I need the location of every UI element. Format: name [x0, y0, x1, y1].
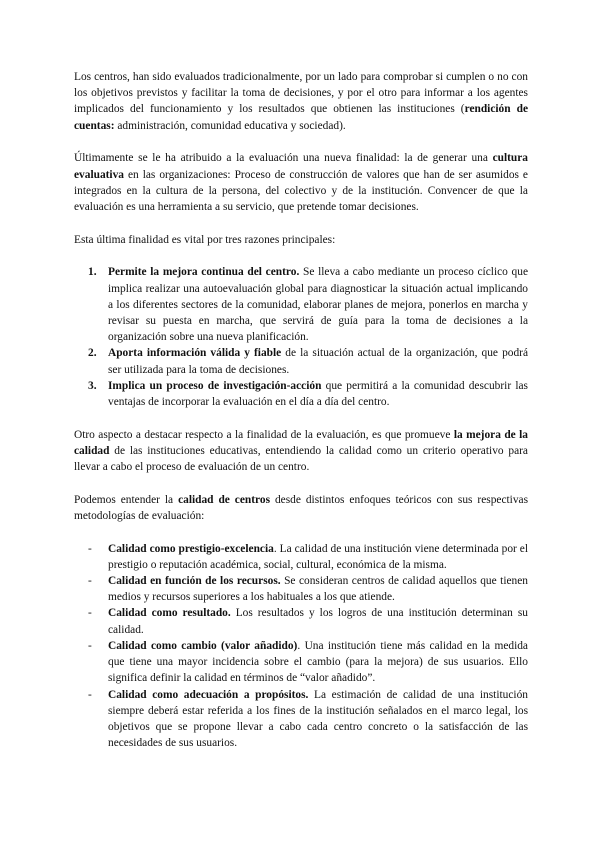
approach-item: - Calidad como cambio (valor añadido). Una institución tiene más calidad en la medida que tiene una mayor incidencia sobre el cambio (para la mejora) de sus usuarios. Ello significa definir la calidad en términos de “valor añadido”.: [88, 639, 528, 685]
reason-item: 2. Aporta información válida y fiable de la situación actual de la organización, que podrá ser utilizada para la toma de decisiones.: [88, 347, 529, 376]
paragraph-calidad-centros: Podemos entender la calidad de centros desde distintos enfoques teóricos con sus respectivas metodologías de evaluación:: [74, 493, 529, 522]
document-body: [74, 69, 528, 751]
paragraph-tres-razones: Esta última finalidad es vital por tres razones principales:: [74, 233, 336, 246]
reason-item: 3. Implica un proceso de investigación-acción que permitirá a la comunidad descubrir las ventajas de incorporar la evaluación en el día a día del centro.: [88, 379, 528, 408]
reason-item: 1. Permite la mejora continua del centro. Se lleva a cabo mediante un proceso cíclico que implica realizar una autoevaluación global para diagnosticar la situación actual implicando a los diferentes sectores de la comunidad, elaborar planes de mejora, ponerlos en marcha y revisar su puesta en marcha, que servirá de guía para la toma de decisiones a la organización sobre una nueva planificación.: [88, 266, 528, 344]
approach-item: - Calidad como prestigio-excelencia. La calidad de una institución viene determinada por el prestigio o reputación académica, social, cultural, económica de la misma.: [88, 542, 529, 571]
paragraph-cultura-evaluativa: Últimamente se le ha atribuido a la evaluación una nueva finalidad: la de generar una cultura evaluativa en las organizaciones: Proceso de construcción de valores que han de ser asumidos e integrados en la cultura de la persona, del colectivo y de la institución. Convencer de que la evaluación es una herramienta a su servicio, que pretende tomar decisiones.: [74, 152, 528, 213]
approach-item: - Calidad como resultado. Los resultados y los logros de una institución determinan su calidad.: [88, 607, 528, 636]
approach-item: - Calidad en función de los recursos. Se consideran centros de calidad aquellos que tienen medios y recursos superiores a los habituales a los que atiende.: [88, 575, 529, 604]
approaches-list: [74, 541, 528, 752]
paragraph-mejora-calidad: Otro aspecto a destacar respecto a la finalidad de la evaluación, es que promueve la mejora de la calidad de las instituciones educativas, entendiendo la calidad como un criterio operativo para llevar a cabo el proceso de evaluación de un centro.: [74, 428, 529, 474]
reasons-list: [74, 264, 528, 410]
approach-item: - Calidad como adecuación a propósitos. La estimación de calidad de una institución siempre deberá estar referida a los fines de la institución señalados en el marco legal, los objetivos que se propone llevar a cabo cada centro concreto o la satisfacción de las necesidades de sus usuarios.: [88, 688, 528, 750]
paragraph-evaluacion-tradicional: Los centros, han sido evaluados tradicionalmente, por un lado para comprobar si cumplen o no con los objetivos previstos y facilitar la toma de decisiones, y por el otro para informar a los agentes implicados del funcionamiento y los resultados que obtienen las instituciones (rendición de cuentas: administración, comunidad educativa y sociedad).: [74, 71, 529, 132]
